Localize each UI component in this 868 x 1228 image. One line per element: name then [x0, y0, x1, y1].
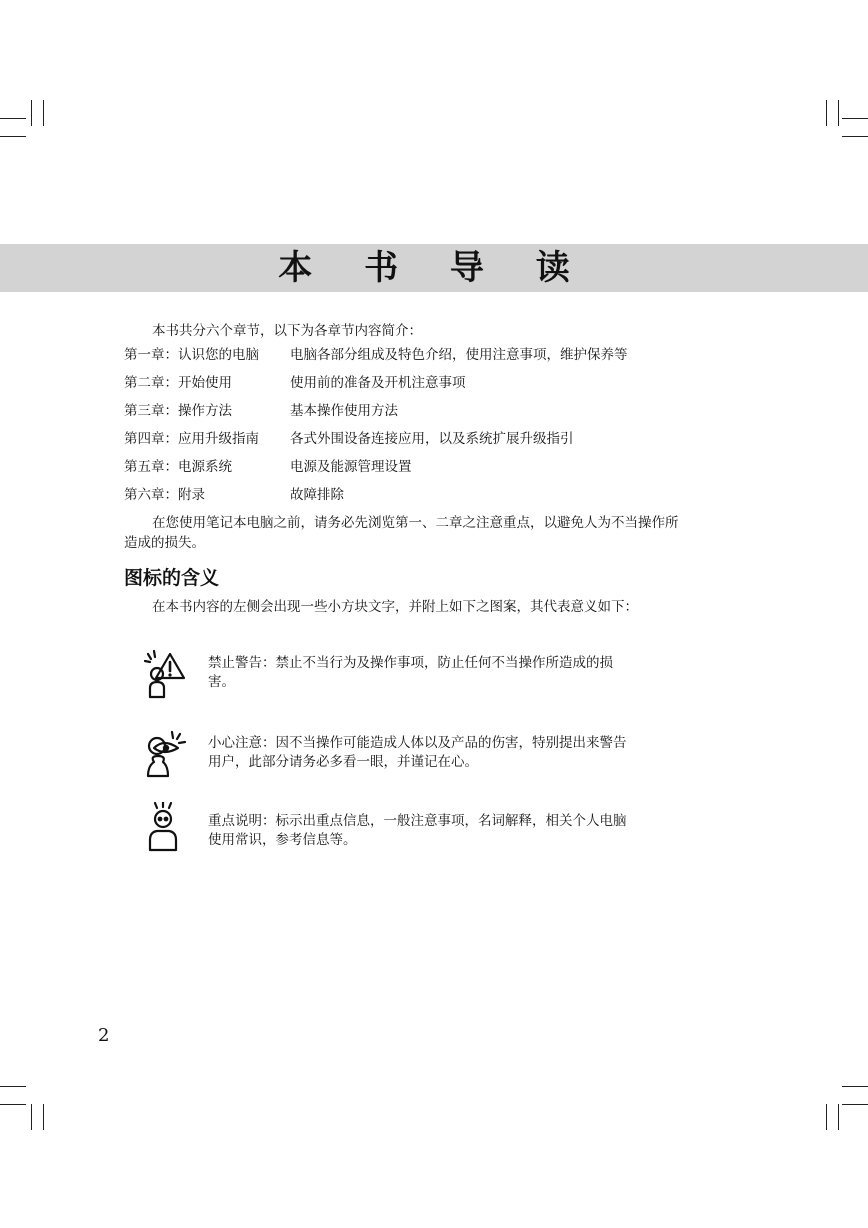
note-line: 禁止警告：禁止不当行为及操作事项，防止任何不当操作所造成的损: [208, 655, 613, 671]
chapter-desc: 各式外围设备连接应用，以及系统扩展升级指引: [290, 431, 574, 447]
intro-text: 本书共分六个章节，以下为各章节内容简介：: [152, 323, 422, 339]
note-line: 害。: [208, 674, 235, 690]
note-line: 小心注意：因不当操作可能造成人体以及产品的伤害，特别提出来警告: [208, 735, 627, 751]
chapter-name: 第四章：应用升级指南: [124, 431, 259, 447]
page-number: 2: [98, 1025, 110, 1046]
chapter-desc: 故障排除: [290, 487, 344, 503]
warning-person-icon: [144, 650, 188, 700]
section-heading: 图标的含义: [124, 567, 220, 589]
chapter-desc: 电源及能源管理设置: [290, 459, 412, 475]
chapter-desc: 电脑各部分组成及特色介绍，使用注意事项，维护保养等: [290, 347, 628, 363]
chapter-name: 第五章：电源系统: [124, 459, 232, 475]
chapter-desc: 基本操作使用方法: [290, 403, 398, 419]
note-text: [208, 812, 678, 850]
chapter-name: 第一章：认识您的电脑: [124, 347, 259, 363]
eye-person-icon: [144, 730, 188, 780]
note-text: [208, 734, 678, 772]
note-line: 重点说明：标示出重点信息，一般注意事项，名词解释，相关个人电脑: [208, 813, 627, 829]
chapter-name: 第三章：操作方法: [124, 403, 232, 419]
idea-person-icon: [144, 802, 188, 852]
advice-text-continued: 造成的损失。: [124, 535, 205, 551]
chapter-name: 第六章：附录: [124, 487, 205, 503]
chapter-name: 第二章：开始使用: [124, 375, 232, 391]
note-line: 使用常识，参考信息等。: [208, 832, 357, 848]
chapter-desc: 使用前的准备及开机注意事项: [290, 375, 466, 391]
note-line: 用户，此部分请务必多看一眼，并谨记在心。: [208, 754, 478, 770]
page-title: 本 书 导 读: [278, 248, 590, 288]
advice-text: 在您使用笔记本电脑之前，请务必先浏览第一、二章之注意重点，以避免人为不当操作所: [152, 515, 679, 531]
note-text: [208, 654, 678, 692]
icons-intro: 在本书内容的左侧会出现一些小方块文字，并附上如下之图案，其代表意义如下：: [152, 599, 638, 615]
